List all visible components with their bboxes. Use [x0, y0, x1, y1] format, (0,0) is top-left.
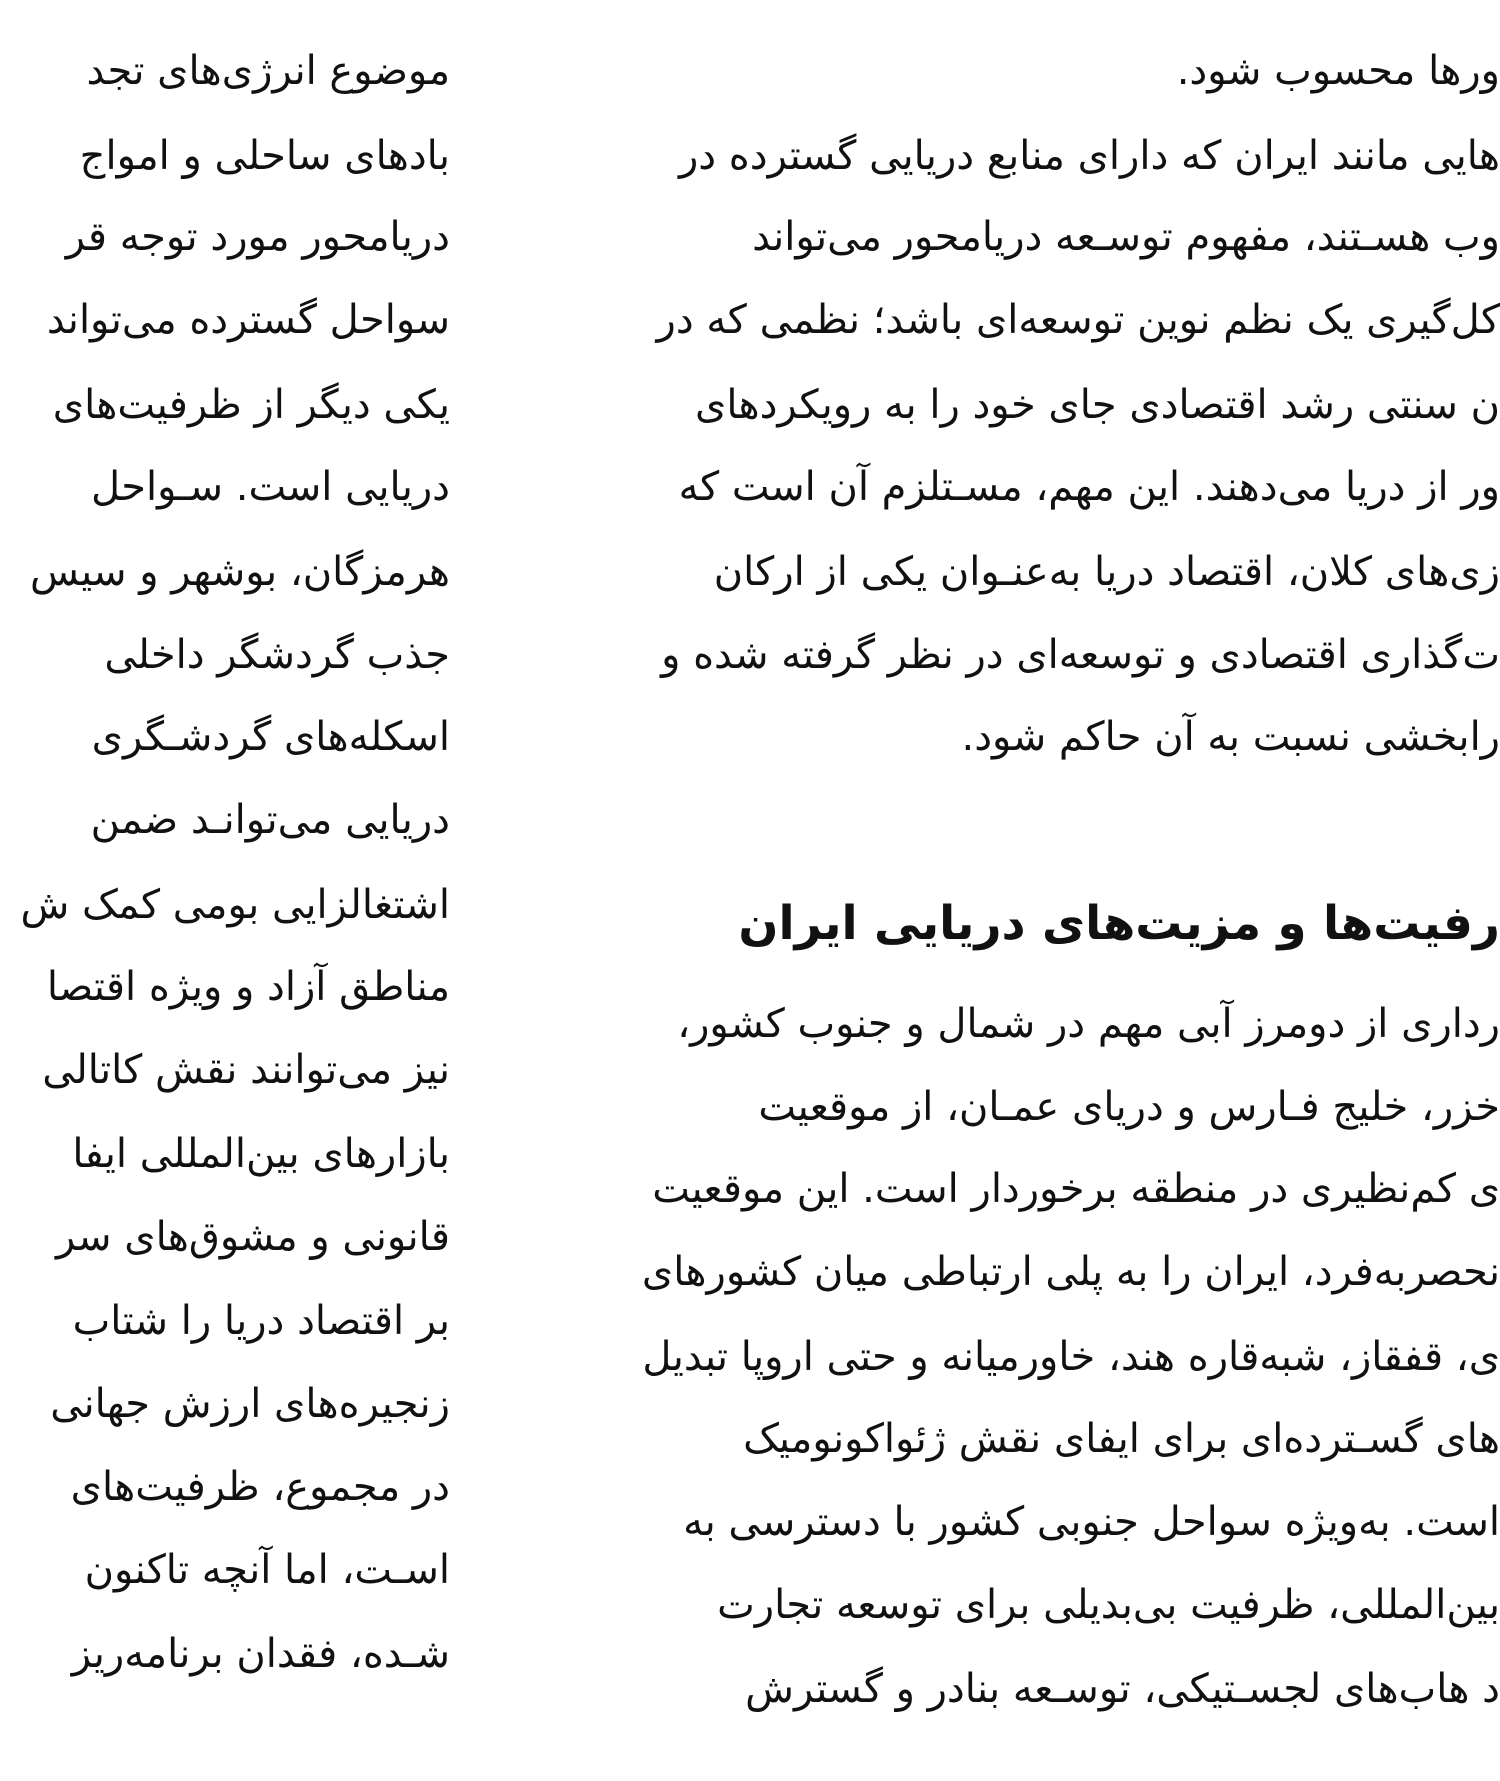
text-line: های گسـترده‌ای برای ایفای نقش ژئواکونومیک: [743, 1416, 1500, 1462]
text-line: است. به‌ویژه سواحل جنوبی کشور با دسترسی به: [683, 1499, 1500, 1545]
text-line: هایی مانند ایران که دارای منابع دریایی گسترده در: [678, 133, 1500, 179]
text-line: موضوع انرژی‌های تجد: [86, 48, 450, 94]
text-line: دریایی می‌توانـد ضمن: [90, 797, 450, 843]
text-line: اسکله‌های گردشـگری: [91, 714, 450, 760]
text-line: نحصربه‌فرد، ایران را به پلی ارتباطی میان کشورهای: [641, 1249, 1500, 1295]
text-line: بر اقتصاد دریا را شتاب: [72, 1298, 450, 1344]
text-line: زنجیره‌های ارزش جهانی: [50, 1381, 450, 1427]
text-line: اشتغالزایی بومی کمک ش: [20, 882, 450, 928]
text-line: دریایی است. سـواحل: [90, 464, 450, 510]
text-line: زی‌های کلان، اقتصاد دریا به‌عنـوان یکی از ارکان: [713, 549, 1500, 595]
text-line: ور از دریا می‌دهند. این مهم، مسـتلزم آن است که: [678, 464, 1500, 510]
text-line: سواحل گسترده می‌تواند: [46, 297, 450, 343]
text-line: ن سنتی رشد اقتصادی جای خود را به رویکردهای: [695, 382, 1500, 428]
text-line: اسـت، اما آنچه تاکنون: [84, 1547, 450, 1593]
text-line: د هاب‌های لجسـتیکی، توسـعه بنادر و گسترش: [745, 1666, 1500, 1712]
right-column: [555, 0, 1500, 1781]
text-line: بازارهای بین‌المللی ایفا: [72, 1131, 450, 1177]
text-line: دریامحور مورد توجه قر: [65, 214, 450, 260]
text-line: رداری از دومرز آبی مهم در شمال و جنوب کشور،: [677, 1001, 1500, 1047]
text-line: وب هسـتند، مفهوم توسـعه دریامحور می‌تواند: [752, 214, 1500, 260]
text-line: هرمزگان، بوشهر و سیس: [29, 549, 450, 595]
text-line: ی کم‌نظیری در منطقه برخوردار است. این موقعیت: [652, 1166, 1500, 1212]
left-column: [0, 0, 450, 1781]
section-heading: رفیت‌ها و مزیت‌های دریایی ایران: [738, 896, 1500, 951]
text-line: قانونی و مشوق‌های سر: [55, 1214, 450, 1260]
text-line: ورها محسوب شود.: [1176, 48, 1500, 94]
text-line: ت‌گذاری اقتصادی و توسعه‌ای در نظر گرفته شده و: [661, 632, 1500, 678]
text-line: جذب گردشگر داخلی: [104, 632, 450, 678]
text-line: بادهای ساحلی و امواج: [79, 133, 450, 179]
text-line: نیز می‌توانند نقش کاتالی: [42, 1047, 450, 1093]
text-line: مناطق آزاد و ویژه اقتصا: [46, 964, 450, 1010]
text-line: یکی دیگر از ظرفیت‌های: [52, 382, 450, 428]
text-line: در مجموع، ظرفیت‌های: [70, 1464, 450, 1510]
text-line: شـده، فقدان برنامه‌ریز: [71, 1631, 450, 1677]
text-line: خزر، خلیج فـارس و دریای عمـان، از موقعیت: [758, 1084, 1500, 1130]
text-line: کل‌گیری یک نظم نوین توسعه‌ای باشد؛ نظمی که در: [656, 297, 1500, 343]
text-line: ی، قفقاز، شبه‌قاره هند، خاورمیانه و حتی اروپا تبدیل: [642, 1334, 1500, 1380]
text-line: رابخشی نسبت به آن حاکم شود.: [961, 714, 1500, 760]
text-line: بین‌المللی، ظرفیت بی‌بدیلی برای توسعه تجارت: [717, 1582, 1500, 1628]
